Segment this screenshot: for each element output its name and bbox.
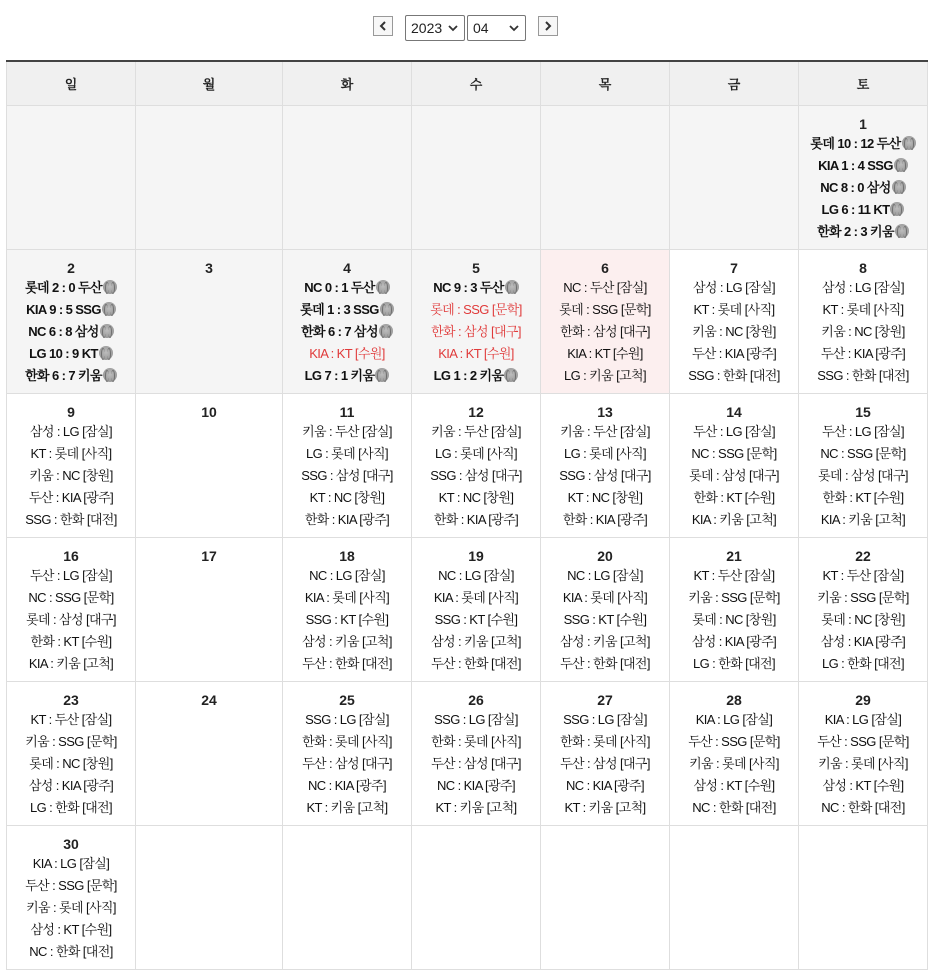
game-scheduled: LG : 한화 [대전] [692,656,776,671]
chevron-down-icon [509,24,519,32]
game-scheduled: KT : 롯데 [사직] [693,302,775,317]
day-cell-23 [7,682,136,826]
game-text: 롯데 1 : 3 SSG [300,302,379,317]
empty-day-cell [799,826,928,970]
game-scheduled: 키움 : 두산 [잠실] [302,424,392,439]
game-scheduled: KT : 롯데 [사직] [30,446,112,461]
year-value: 2023 [411,20,443,36]
day-number: 10 [201,404,217,420]
game-scheduled: SSG : LG [잠실] [434,712,518,727]
game-scheduled: NC : LG [잠실] [309,568,385,583]
game-text: LG 10 : 9 KT [29,346,98,361]
game-text: NC 0 : 1 두산 [304,280,375,295]
day-number: 6 [601,260,609,276]
game-scheduled: SSG : 한화 [대전] [688,368,780,383]
day-number: 21 [726,548,742,564]
game-scheduled: NC : 한화 [대전] [692,800,776,815]
game-scheduled: 한화 : KT [수원] [693,490,775,505]
empty-day-cell [670,106,799,250]
game-scheduled: NC : 두산 [잠실] [563,280,647,295]
game-scheduled: SSG : LG [잠실] [305,712,389,727]
game-text: NC 6 : 8 삼성 [28,324,99,339]
game-scheduled: KIA : 롯데 [사직] [562,590,648,605]
month-value: 04 [473,20,489,36]
baseball-icon[interactable] [375,368,389,382]
game-scheduled: 삼성 : KIA [광주] [691,634,777,649]
game-scheduled: KIA : 키움 [고척] [691,512,777,527]
game-scheduled: SSG : 한화 [대전] [817,368,909,383]
game-scheduled: 삼성 : 키움 [고척] [560,634,650,649]
baseball-icon[interactable] [100,324,114,338]
game-text: LG 7 : 1 키움 [304,368,375,383]
weekday-thu: 목 [541,61,670,106]
game-text: KIA 9 : 5 SSG [26,302,101,317]
game-result[interactable] [283,365,411,387]
game-scheduled: 한화 : KIA [광주] [433,512,519,527]
next-month-button[interactable] [538,16,558,36]
day-number: 30 [63,836,79,852]
empty-day-cell [283,826,412,970]
day-number: 9 [67,404,75,420]
game-scheduled: LG : 키움 [고척] [563,368,647,383]
day-number: 24 [201,692,217,708]
day-cell-3 [136,250,283,394]
day-number: 28 [726,692,742,708]
empty-day-cell [136,106,283,250]
day-cell-22 [799,538,928,682]
week-row [7,538,928,682]
chevron-down-icon [448,24,458,32]
game-scheduled: KT : 키움 [고척] [306,800,388,815]
game-scheduled: KIA : KT [수원] [567,346,643,361]
day-cell-1 [799,106,928,250]
weekday-header-row [7,61,928,106]
game-scheduled: 롯데 : 삼성 [대구] [818,468,908,483]
day-cell-17 [136,538,283,682]
day-cell-21 [670,538,799,682]
game-result[interactable] [7,277,135,299]
game-scheduled: SSG : LG [잠실] [563,712,647,727]
game-scheduled: 두산 : 한화 [대전] [302,656,392,671]
game-scheduled: 삼성 : LG [잠실] [29,424,113,439]
day-cell-2 [7,250,136,394]
game-scheduled: 두산 : 한화 [대전] [431,656,521,671]
game-scheduled: SSG : KT [수원] [305,612,389,627]
game-text: 한화 2 : 3 키움 [817,224,894,239]
game-scheduled: LG : 한화 [대전] [29,800,113,815]
day-number: 1 [859,116,867,132]
game-result[interactable] [799,221,927,243]
day-cell-5 [412,250,541,394]
game-text: NC 8 : 0 삼성 [820,180,891,195]
game-scheduled: NC : LG [잠실] [567,568,643,583]
game-text: 롯데 10 : 12 두산 [810,136,901,151]
game-scheduled: 한화 : 롯데 [사직] [302,734,392,749]
game-scheduled: 두산 : LG [잠실] [692,424,776,439]
game-scheduled: 롯데 : 삼성 [대구] [26,612,116,627]
game-scheduled: LG : 롯데 [사직] [563,446,647,461]
game-scheduled: NC : SSG [문학] [28,590,114,605]
day-cell-20 [541,538,670,682]
game-result[interactable] [283,277,411,299]
game-scheduled: 키움 : 롯데 [사직] [26,900,116,915]
empty-day-cell [412,106,541,250]
week-row [7,106,928,250]
game-scheduled: 삼성 : KT [수원] [30,922,112,937]
game-text: LG 6 : 11 KT [821,202,890,217]
weekday-sat: 토 [799,61,928,106]
game-scheduled: 키움 : SSG [문학] [25,734,117,749]
schedule-calendar [6,60,928,970]
game-scheduled: NC : KIA [광주] [308,778,386,793]
empty-day-cell [541,106,670,250]
game-result[interactable] [412,365,540,387]
day-cell-27 [541,682,670,826]
weekday-fri: 금 [670,61,799,106]
day-number: 12 [468,404,484,420]
game-scheduled: 롯데 : NC [창원] [692,612,776,627]
game-scheduled: NC : KIA [광주] [566,778,644,793]
day-number: 27 [597,692,613,708]
day-number: 2 [67,260,75,276]
day-number: 15 [855,404,871,420]
day-cell-16 [7,538,136,682]
game-scheduled: KT : 두산 [잠실] [30,712,112,727]
baseball-icon[interactable] [380,302,394,316]
game-result[interactable] [799,133,927,155]
game-scheduled: 롯데 : NC [창원] [821,612,905,627]
game-scheduled: 키움 : SSG [문학] [688,590,780,605]
month-select[interactable] [467,15,526,41]
game-scheduled: 삼성 : KT [수원] [693,778,775,793]
game-scheduled: 키움 : 롯데 [사직] [818,756,908,771]
game-scheduled: KIA : 키움 [고척] [820,512,906,527]
game-result[interactable] [799,177,927,199]
game-text: 한화 6 : 7 키움 [25,368,102,383]
game-scheduled: 한화 : KT [수원] [30,634,112,649]
day-number: 19 [468,548,484,564]
game-scheduled: 삼성 : 키움 [고척] [302,634,392,649]
week-row [7,682,928,826]
game-scheduled: 한화 : KIA [광주] [304,512,390,527]
game-scheduled: LG : 롯데 [사직] [305,446,389,461]
game-scheduled: 한화 : 롯데 [사직] [560,734,650,749]
game-result[interactable] [283,299,411,321]
game-scheduled: 키움 : SSG [문학] [817,590,909,605]
empty-day-cell [136,826,283,970]
game-scheduled: 롯데 : 삼성 [대구] [689,468,779,483]
baseball-icon[interactable] [895,224,909,238]
day-cell-29 [799,682,928,826]
game-scheduled: 두산 : KIA [광주] [691,346,777,361]
day-cell-28 [670,682,799,826]
game-scheduled: 키움 : NC [창원] [821,324,905,339]
game-scheduled: KIA : 롯데 [사직] [304,590,390,605]
empty-day-cell [7,106,136,250]
game-scheduled: 두산 : SSG [문학] [25,878,117,893]
chevron-left-icon [379,21,387,31]
day-cell-13 [541,394,670,538]
empty-day-cell [283,106,412,250]
game-scheduled: 한화 : 롯데 [사직] [431,734,521,749]
game-result[interactable] [7,321,135,343]
game-scheduled: 삼성 : LG [잠실] [821,280,905,295]
game-scheduled: SSG : 삼성 [대구] [301,468,393,483]
game-scheduled: 한화 : KT [수원] [822,490,904,505]
game-scheduled: NC : LG [잠실] [438,568,514,583]
day-cell-30 [7,826,136,970]
game-scheduled: KT : 두산 [잠실] [822,568,904,583]
game-scheduled: KIA : LG [잠실] [824,712,902,727]
day-number: 11 [339,404,355,420]
day-number: 18 [339,548,355,564]
game-scheduled: 두산 : SSG [문학] [688,734,780,749]
game-scheduled: 키움 : 롯데 [사직] [689,756,779,771]
game-cancelled: 한화 : 삼성 [대구] [431,324,521,339]
day-number: 8 [859,260,867,276]
game-scheduled: KIA : LG [잠실] [695,712,773,727]
game-scheduled: NC : 한화 [대전] [821,800,905,815]
day-cell-15 [799,394,928,538]
game-text: KIA 1 : 4 SSG [818,158,893,173]
baseball-icon[interactable] [892,180,906,194]
baseball-icon[interactable] [376,280,390,294]
game-scheduled: 두산 : KIA [광주] [28,490,114,505]
day-cell-4 [283,250,412,394]
game-text: 한화 6 : 7 삼성 [301,324,378,339]
game-result[interactable] [7,365,135,387]
day-cell-18 [283,538,412,682]
game-scheduled: KT : 키움 [고척] [435,800,517,815]
baseball-icon[interactable] [102,302,116,316]
empty-day-cell [670,826,799,970]
day-number: 3 [205,260,213,276]
game-scheduled: KT : NC [창원] [309,490,385,505]
day-cell-19 [412,538,541,682]
game-result[interactable] [799,199,927,221]
game-scheduled: KIA : 키움 [고척] [28,656,114,671]
baseball-icon[interactable] [99,346,113,360]
game-scheduled: 두산 : KIA [광주] [820,346,906,361]
day-number: 7 [730,260,738,276]
baseball-icon[interactable] [103,280,117,294]
game-scheduled: 롯데 : NC [창원] [29,756,113,771]
game-scheduled: 삼성 : KIA [광주] [28,778,114,793]
day-cell-26 [412,682,541,826]
day-cell-24 [136,682,283,826]
game-scheduled: 삼성 : 키움 [고척] [431,634,521,649]
baseball-icon[interactable] [890,202,904,216]
week-row [7,826,928,970]
game-scheduled: KT : NC [창원] [567,490,643,505]
game-result[interactable] [283,321,411,343]
game-scheduled: 두산 : 삼성 [대구] [302,756,392,771]
prev-month-button[interactable] [373,16,393,36]
game-result[interactable] [412,277,540,299]
weekday-wed: 수 [412,61,541,106]
game-text: 롯데 2 : 0 두산 [25,280,102,295]
game-scheduled: 두산 : LG [잠실] [29,568,113,583]
day-cell-11 [283,394,412,538]
game-scheduled: 삼성 : KT [수원] [822,778,904,793]
game-scheduled: 두산 : SSG [문학] [817,734,909,749]
game-scheduled: 키움 : 두산 [잠실] [560,424,650,439]
game-scheduled: 두산 : 삼성 [대구] [431,756,521,771]
game-scheduled: SSG : 삼성 [대구] [430,468,522,483]
game-scheduled: KT : 키움 [고척] [564,800,646,815]
game-scheduled: NC : SSG [문학] [691,446,777,461]
day-cell-6-today [541,250,670,394]
weekday-sun: 일 [7,61,136,106]
game-scheduled: NC : KIA [광주] [437,778,515,793]
game-scheduled: NC : SSG [문학] [820,446,906,461]
day-cell-9 [7,394,136,538]
game-scheduled: KT : 롯데 [사직] [822,302,904,317]
baseball-icon[interactable] [505,280,519,294]
game-result[interactable] [799,155,927,177]
game-cancelled: KIA : KT [수원] [438,346,514,361]
game-text: LG 1 : 2 키움 [433,368,504,383]
baseball-icon[interactable] [103,368,117,382]
day-number: 23 [63,692,79,708]
game-scheduled: KT : 두산 [잠실] [693,568,775,583]
game-scheduled: NC : 한화 [대전] [29,944,113,959]
game-scheduled: 키움 : NC [창원] [29,468,113,483]
day-cell-7 [670,250,799,394]
baseball-icon[interactable] [379,324,393,338]
game-scheduled: LG : 롯데 [사직] [434,446,518,461]
game-scheduled: SSG : KT [수원] [563,612,647,627]
game-scheduled: 한화 : 삼성 [대구] [560,324,650,339]
game-scheduled: 두산 : 삼성 [대구] [560,756,650,771]
game-scheduled: KIA : 롯데 [사직] [433,590,519,605]
game-scheduled: 키움 : NC [창원] [692,324,776,339]
game-scheduled: 두산 : LG [잠실] [821,424,905,439]
day-number: 17 [201,548,217,564]
day-cell-8 [799,250,928,394]
day-cell-12 [412,394,541,538]
day-cell-14 [670,394,799,538]
day-number: 20 [597,548,613,564]
day-number: 14 [726,404,742,420]
day-cell-25 [283,682,412,826]
chevron-right-icon [544,21,552,31]
game-scheduled: 삼성 : LG [잠실] [692,280,776,295]
day-number: 22 [855,548,871,564]
weekday-mon: 월 [136,61,283,106]
month-navigation [0,15,937,41]
game-scheduled: KIA : LG [잠실] [32,856,110,871]
day-cell-10 [136,394,283,538]
game-result[interactable] [7,343,135,365]
day-number: 25 [339,692,355,708]
game-scheduled: SSG : KT [수원] [434,612,518,627]
empty-day-cell [541,826,670,970]
game-scheduled: 키움 : 두산 [잠실] [431,424,521,439]
game-scheduled: 한화 : KIA [광주] [562,512,648,527]
day-number: 16 [63,548,79,564]
game-scheduled: LG : 한화 [대전] [821,656,905,671]
week-row [7,394,928,538]
baseball-icon[interactable] [894,158,908,172]
game-scheduled: KT : NC [창원] [438,490,514,505]
day-number: 4 [343,260,351,276]
day-number: 5 [472,260,480,276]
game-cancelled: KIA : KT [수원] [309,346,385,361]
baseball-icon[interactable] [504,368,518,382]
game-scheduled: 롯데 : SSG [문학] [559,302,651,317]
game-text: NC 9 : 3 두산 [433,280,504,295]
week-row [7,250,928,394]
game-scheduled: SSG : 삼성 [대구] [559,468,651,483]
day-number: 13 [597,404,613,420]
empty-day-cell [412,826,541,970]
day-number: 29 [855,692,871,708]
game-result[interactable] [7,299,135,321]
game-cancelled: 롯데 : SSG [문학] [430,302,522,317]
baseball-icon[interactable] [902,136,916,150]
game-scheduled: 두산 : 한화 [대전] [560,656,650,671]
year-select[interactable] [405,15,465,41]
game-scheduled: SSG : 한화 [대전] [25,512,117,527]
game-scheduled: 삼성 : KIA [광주] [820,634,906,649]
weekday-tue: 화 [283,61,412,106]
day-number: 26 [468,692,484,708]
